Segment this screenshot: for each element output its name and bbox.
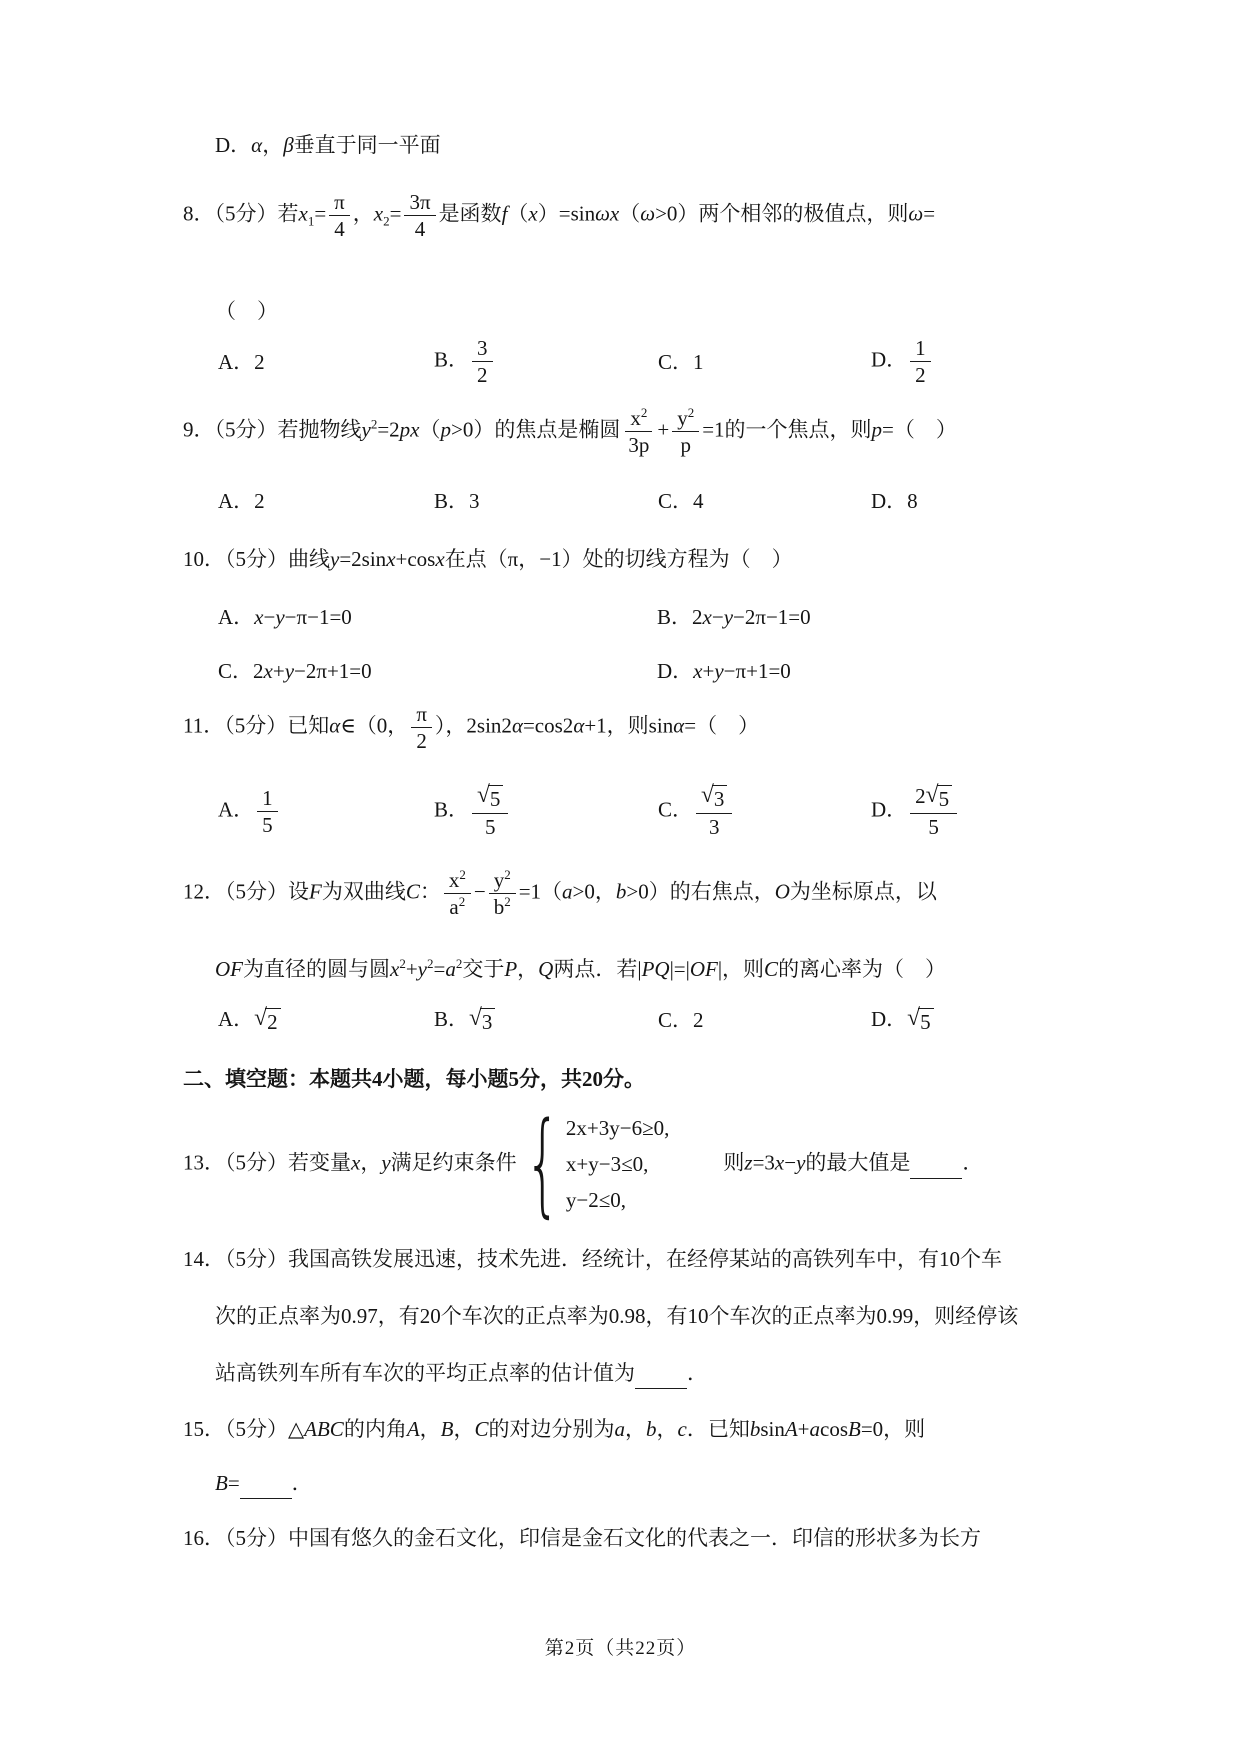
question-10-options-row-2 [218, 656, 791, 686]
question-10-option-c: C．2x+y−2π+1=0 [218, 659, 372, 683]
question-11-option-d: D． 2 √ 5 5 [871, 784, 960, 839]
question-8-answer-parens: （ ） [215, 299, 278, 323]
question-11-options [218, 784, 960, 839]
question-8-options [218, 336, 934, 387]
page-number: 第2页（共22页） [544, 1638, 697, 1659]
question-16-text: 16．（5分）中国有悠久的金石文化，印信是金石文化的代表之一．印信的形状多为长方 [183, 1526, 981, 1550]
question-10-option-a: A．x−y−π−1=0 [218, 605, 352, 629]
question-11-option-b: B． √ 5 5 [434, 784, 658, 839]
question-15-text-line-1: 15．（5分）△ABC的内角A，B，C的对边分别为a，b，c．已知bsinA+acosB=0，则 [183, 1417, 926, 1441]
question-9-option-a: A．2 [218, 489, 265, 513]
question-8-option-b: B． $\frac{3}{2}$ [434, 336, 658, 387]
question-10-options-row-1 [218, 602, 811, 632]
question-12-option-c: C．2 [658, 1007, 704, 1032]
question-12-text-line-1: 12．（5分）设F为双曲线C： $\frac{x^2}{a^2}$ − $\frac{y^2}{b^2}$ =1（a>0，b>0）的右焦点，O为坐标原点，以 [183, 867, 937, 920]
question-9-option-c: C．4 [658, 489, 704, 513]
question-7-option-d: D．α，β垂直于同一平面 [215, 133, 441, 157]
question-9-option-d: D．8 [871, 489, 918, 513]
question-15-text-line-2: B= ． [215, 1468, 313, 1499]
question-9-option-b: B．3 [434, 489, 480, 513]
question-12-text-line-2: OF为直径的圆与圆$x^2+y^2=a^2$交于P，Q两点．若|PQ|=|OF|，则C的离心率为（ ） [215, 956, 947, 981]
question-9-text: 9．（5分）若抛物线$y^2=2px(p>0)$的焦点是椭圆 $\frac{x^2}{3p}$ + $\frac{y^2}{p}$ =1的一个焦点，则p=（ ） [183, 405, 957, 458]
question-11-text: 11．（5分）已知α∈（0， $\frac{\pi}{2}$ ），2sin2α=cos2α+1，则sinα=（ ） [183, 702, 760, 754]
question-8-option-d: D． $\frac{1}{2}$ [871, 336, 934, 387]
question-10-option-b: B．2x−y−2π−1=0 [657, 605, 811, 629]
question-12-option-d: D． √ 5 [871, 1004, 934, 1035]
question-12-options [218, 1004, 934, 1035]
question-9-options [218, 486, 918, 516]
question-14-text-line-2: 次的正点率为0.97，有20个车次的正点率为0.98，有10个车次的正点率为0.99，则经停该 [215, 1304, 1019, 1328]
question-8-text: 8．（5分）若$x_1=$ $\frac{\pi}{4}$ ，$x_2=$ $\frac{3\pi}{4}$ 是函数f（x）=sinωx（ω>0）两个相邻的极值点，则ω= [183, 190, 936, 242]
question-14-text-line-1: 14．（5分）我国高铁发展迅速，技术先进．经统计，在经停某站的高铁列车中，有10个车 [183, 1247, 1002, 1271]
question-11-option-a: A． $\frac{1}{5}$ [218, 786, 434, 837]
question-12-option-b: B． √ 3 [434, 1004, 658, 1035]
question-13-text: 13．（5分）若变量x，y满足约束条件 { 2x+3y−6≥0, x+y−3≤0, y−2≤0, 则z=3x−y的最大值是 ． [183, 1099, 984, 1230]
question-14-text-line-3: 站高铁列车所有车次的平均正点率的估计值为 ． [215, 1358, 708, 1389]
question-11-option-c: C． √ 3 3 [658, 784, 871, 839]
question-8-option-c: C．1 [658, 349, 704, 374]
section-2-header: 二、填空题：本题共4小题，每小题5分，共20分。 [183, 1067, 645, 1091]
question-10-option-d: D．x+y−π+1=0 [657, 659, 791, 683]
question-8-option-a: A．2 [218, 349, 265, 374]
question-12-option-a: A． √ 2 [218, 1004, 434, 1035]
question-10-text: 10．（5分）曲线y=2sinx+cosx在点（π，−1）处的切线方程为（ ） [183, 547, 793, 571]
